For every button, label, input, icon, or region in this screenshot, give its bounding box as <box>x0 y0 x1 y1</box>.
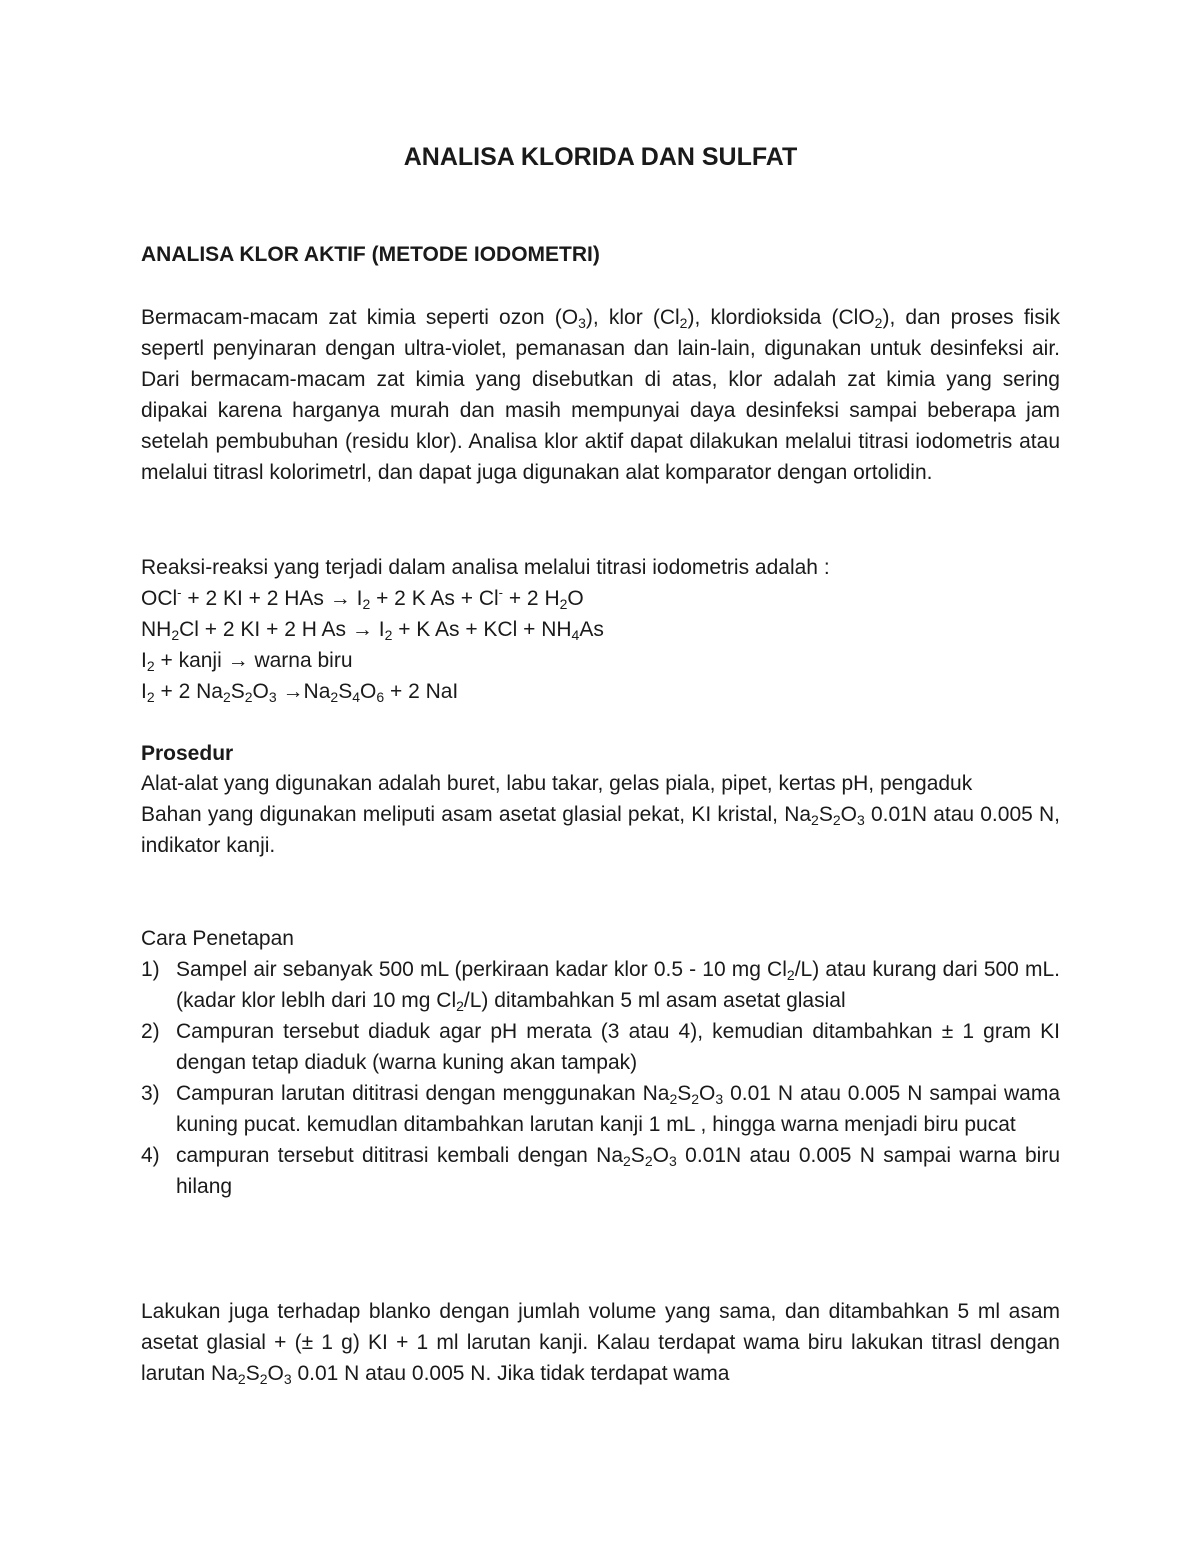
bahan-paragraph: Bahan yang digunakan meliputi asam asetat glasial pekat, KI kristal, $Na_2S_2O_3$ 0.01N atau 0.005 N, indikator kanji. <box>141 803 1060 857</box>
list-item: 4) campuran tersebut dititrasi kembali dengan $Na_2S_2O_3$ 0.01N atau 0.005 N sampai warna biru hilang <box>141 1144 1060 1198</box>
arrow-icon: → <box>227 649 249 672</box>
reaction-line-4: $I_2 + 2$ $Na_2S_2O_3 \to Na_2S_4O_6 + 2$ NaI <box>141 680 459 705</box>
intro-paragraph: Bermacam-macam zat kimia seperti ozon $(O_3)$, klor $(Cl_2)$, klordioksida (ClO$_2$), dan proses fisik sepertl penyinaran dengan ultra-violet, pemanasan dan lain-lain, digunakan untuk desinfeksi air. Dari bermacam-macam zat kimia yang disebutkan di atas, klor adalah zat kimia yang sering dipakai karena harganya murah dan masih mempunyai daya desinfeksi sampai beberapa jam setelah pembubuhan (residu klor). Analisa klor aktif dapat dilakukan melalui titrasi iodometris atau melalui titrasl kolorimetrl, dan dapat juga digunakan alat komparator dengan ortolidin. <box>141 306 1060 484</box>
list-item: 1) Sampel air sebanyak 500 mL (perkiraan kadar klor 0.5 - 10 mg $Cl_2/L$) atau kurang dari 500 mL. (kadar klor leblh dari 10 mg $Cl_2/L$) ditambahkan 5 ml asam asetat glasial <box>141 958 1060 1014</box>
prosedur-body <box>141 768 1060 861</box>
cara-heading: Cara Penetapan <box>141 927 294 950</box>
list-item: 3) Campuran larutan dititrasi dengan menggunakan $Na_2S_2O_3$ 0.01 N atau 0.005 N sampai wama kuning pucat. kemudlan ditambahkan larutan kanji 1 mL , hingga warna menjadi biru pucat <box>141 1082 1060 1136</box>
reaction-line-1: OCl- + 2 KI + 2 HAs → $I_2 + 2$ K As + Cl- + 2 $H_2O$ <box>141 585 584 612</box>
arrow-icon: → <box>329 587 351 610</box>
reactions-section <box>141 552 1060 707</box>
list-item: 2) Campuran tersebut diaduk agar pH merata (3 atau 4), kemudian ditambahkan ± 1 gram KI dengan tetap diaduk (warna kuning akan tampak) <box>141 1020 1060 1074</box>
closing-paragraph: Lakukan juga terhadap blanko dengan jumlah volume yang sama, dan ditambahkan 5 ml asam asetat glasial + (± 1 g) KI + 1 ml larutan kanji. Kalau terdapat wama biru lakukan titrasl dengan larutan $Na_2S_2O_3$ 0.01 N atau 0.005 N. Jika tidak terdapat wama <box>141 1300 1060 1387</box>
alat-paragraph: Alat-alat yang digunakan adalah buret, labu takar, gelas piala, pipet, kertas pH, pengaduk <box>141 772 973 795</box>
reactions-intro: Reaksi-reaksi yang terjadi dalam analisa melalui titrasi iodometris adalah : <box>141 556 830 579</box>
steps-list <box>141 954 1060 1202</box>
reaction-line-2: $NH_2Cl + 2$ KI + 2 H $As \to I_2 + K$ As + KCl + $NH_4As$ <box>141 618 604 643</box>
arrow-icon: → <box>351 618 373 641</box>
reaction-line-3: $I_2$ + kanji → warna biru <box>141 649 353 674</box>
document-title: ANALISA KLORIDA DAN SULFAT <box>403 143 798 171</box>
arrow-icon: → <box>282 680 304 703</box>
prosedur-heading: Prosedur <box>141 742 234 765</box>
section-title: ANALISA KLOR AKTIF (METODE IODOMETRI) <box>141 243 600 266</box>
